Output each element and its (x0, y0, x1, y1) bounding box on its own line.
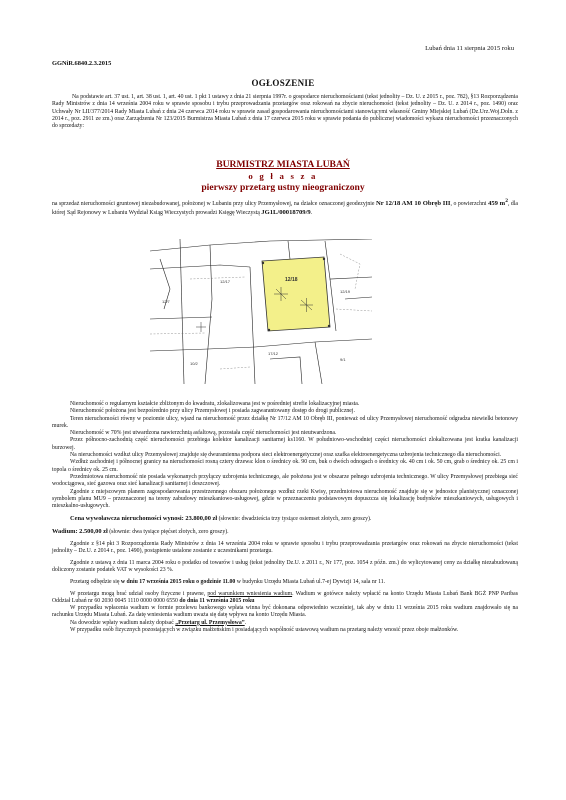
deposit-label: Wadium: 2.500,00 zł (52, 527, 108, 535)
cadastral-map (150, 239, 372, 384)
place-date: Lubań dnia 11 sierpnia 2015 roku (425, 45, 514, 52)
price-words: (słownie: dwadzieścia trzy tysiące osiemset złotych, zero groszy). (217, 515, 372, 522)
tender-text: w budynku Urzędu Miasta Lubań ul.7-ej Dywizji 14, sala nr 11. (235, 578, 386, 585)
price-label: Cena wywoławcza nieruchomości wynosi: 23.800,00 zł (70, 514, 218, 522)
tender-date-paragraph (52, 579, 518, 586)
body-paragraph: Wzdłuż zachodniej i północnej granicy na nieruchomości rosną cztery drzewa: klon o średnicy ok. 90 cm, buk o dwóch odnogach o średnicy ok. 40 cm i ok. 50 cm, grab o średnicy ok. 25 cm i topola o średnicy ok. 25 cm. (52, 459, 518, 473)
deposit (52, 528, 518, 536)
property-subject-paragraph (52, 198, 518, 217)
note-text: Na dowodzie wpłaty wadium należy dopisać (70, 619, 176, 626)
body-paragraph: Zgodnie z miejscowym planem zagospodarowania przestrzennego obszaru położonego wzdłuż rzeki Kwisy, przedmiotowa nieruchomość znajduje się w jednostce planistycznej oznaczonej symbolem planu MU9 – przeznaczonej na tereny zabudowy mieszkaniowo-usługowej, gdzie w przeznaczeniu podstawowym dopuszcza się lokalizację budynków mieszkaniowych, usługowych i mieszkalno-usługowych. (52, 488, 518, 510)
tender-text: Przetarg odbędzie się (70, 578, 121, 585)
reference-number: GGNiR.6840.2.3.2015 (52, 60, 112, 67)
map-label: 12/17 (220, 279, 231, 284)
body-paragraph: Nieruchomość o regularnym kształcie zbliżonym do kwadratu, zlokalizowana jest w pośredniej strefie lokalizacyjnej miasta. (70, 401, 360, 407)
deposit-deadline: do dnia 11 września 2015 roku (179, 597, 255, 604)
cadastral-map-drawing (150, 239, 372, 384)
payment-text: W przetargu mogą brać udział osoby fizyczne i prawne, (70, 590, 208, 597)
subject-text: na sprzedaż nieruchomości gruntowej niezabudowanej, położonej w Lubaniu przy ulicy Przemysłowej, na działce oznaczonej geodezyjnie (52, 201, 376, 208)
authority-heading: BURMISTRZ MIASTA LUBAŃ (216, 159, 350, 170)
map-label: 12/19 (340, 289, 351, 294)
body-paragraph: W przypadku osób fizycznych pozostających w związku małżeńskim i posiadających wspólność ustawową wadium na przetarg należy wnosić przez oboje małżonków. (70, 627, 459, 634)
subject-text: . (310, 209, 313, 216)
map-label: 9/1 (340, 357, 346, 362)
tender-type-heading: pierwszy przetarg ustny nieograniczony (201, 182, 365, 193)
map-label: 10/2 (190, 361, 198, 366)
parcel-highlight (262, 257, 330, 331)
body-paragraph: Na nieruchomości wzdłuż ulicy Przemysłowej znajduje się dwuramienna podpora sieci elektroenergetycznej oraz szafka elektroenergetyczna uzbrojenia technicznego dla nieruchomości. (70, 452, 502, 459)
page-title: OGŁOSZENIE (251, 78, 315, 88)
body-paragraph: Przez północno-zachodnią część nieruchomości przebiega kolektor kanalizacji sanitarnej ks1160. W południowo-wschodniej części nieruchomości zlokalizowana jest kratka kanalizacji burzowej. (52, 437, 518, 451)
map-label: 12/7 (162, 299, 170, 304)
area-value: 459 m (488, 200, 506, 208)
subject-text: , dla której Sąd Rejonowy w Lubaniu Wydział Ksiąg Wieczystych prowadzi Księgę Wieczystą (52, 201, 519, 216)
payment-title: „Przetarg ul. Przemysłowa” (175, 619, 245, 626)
note-text: . (244, 619, 247, 626)
legal-basis-paragraph: Na podstawie art. 37 ust. 1, art. 38 ust. 1, art. 40 ust. 1 pkt 1 ustawy z dnia 21 sierpnia 1997r. o gospodarce nieruchomościami (tekst jednolity – Dz. U. z 2015 r., poz. 782), §13 Rozporządzenia Rady Ministrów z dnia 14 września 2004 roku w sprawie sposobu i trybu przeprowadzania przetargów oraz rokowań na zbycie nieruchomości (tekst jednolity – Dz. U. z 2014 r., poz. 1490) oraz Uchwały Nr LII/377/2014 Rady Miasta Lubań z dnia 24 czerwca 2014 roku w sprawie zasad gospodarowania nieruchomościami stanowiącymi własność Gminy Miejskiej Lubań (Dz.Urz.Woj.Doln. z 2014 r., poz. 2911 ze zm.) oraz Zarządzenia Nr 123/2015 Burmistrza Miasta Lubań z dnia 17 czerwca 2015 roku w sprawie podania do publicznej wiadomości wykazu nieruchomości przeznaczonych do sprzedaży: (52, 94, 518, 130)
subject-text: , o powierzchni (450, 201, 489, 208)
announces-heading: o g ł a s z a (248, 171, 318, 181)
deposit-words: (słownie: dwa tysiące pięćset złotych, zero groszy). (107, 528, 229, 535)
tender-date: w dniu 17 września 2015 roku o godzinie 11.00 (120, 578, 236, 585)
body-paragraph: Przedmiotowa nieruchomość nie posiada wykonanych przyłączy uzbrojenia technicznego, ale położona jest w obszarze pełnego uzbrojenia technicznego. W ulicy Przemysłowej przebiega sieć wodociągowa, sieć gazowa oraz sieć kanalizacji sanitarnej i deszczowej. (52, 473, 518, 488)
body-paragraph: Zgodnie z ustawą z dnia 11 marca 2004 roku o podatku od towarów i usług (tekst jednolity Dz.U. z 2011 r., Nr 177, poz. 1054 z późn. zm.) do wylicytowanej ceny za działkę niezabudowaną doliczony zostanie podatek VAT w wysokości 23 %. (52, 559, 518, 573)
parcel-number: Nr 12/18 AM 10 Obręb III (375, 200, 451, 208)
deposit-payment-paragraph (52, 591, 518, 606)
body-paragraph: Nieruchomość w 70% jest utwardzona nawierzchnią asfaltową, pozostała część nieruchomości jest nieutwardzona. (70, 430, 337, 437)
starting-price (52, 515, 518, 523)
body-paragraph: Zgodnie z §14 pkt 3 Rozporządzenia Rady Ministrów z dnia 14 września 2004 roku w sprawie sposobu i trybu przeprowadzania przetargów oraz rokowań na zbycie nieruchomości (tekst jednolity – Dz.U. z 2014 r., poz. 1490), postąpienie ustalone zostanie z uczestnikami przetargu. (52, 540, 518, 554)
parcel-area (488, 200, 508, 207)
area-unit-sup: 2 (505, 198, 508, 204)
announcement-body (52, 401, 518, 634)
payment-text: . Wadium w gotówce należy wpłacić na konto Urzędu Miasta Lubań Bank BGŻ PNP Paribas Oddział Lubań nr 60 2030 0045 1110 0000 0000 6550 (52, 590, 518, 604)
map-parcel-label: 12/18 (285, 277, 298, 283)
body-paragraph: W przypadku wpłacenia wadium w formie przelewu bankowego wpłata winna być dokonana odpowiednio wcześniej, tak aby w dniu 11 września 2015 roku wadium znajdowało się na rachunku Urzędu Miasta Lubań. Za datę wniesienia wadium uważa się datę wpływu na konto Urzędu Miasta. (52, 605, 518, 619)
body-paragraph: Nieruchomość położona jest bezpośrednio przy ulicy Przemysłowej i posiada zagwarantowany dostęp do drogi publicznej. (70, 408, 355, 415)
payment-note-paragraph (52, 620, 518, 627)
land-registry-number: JG1L/00018709/9 (261, 208, 311, 216)
deposit-condition: pod warunkiem wniesienia wadium (207, 590, 293, 597)
body-paragraph: Teren nieruchomości równy w poziomie ulicy, wjazd na nieruchomość przez działkę Nr 17/12 AM 10 Obręb III, ponieważ od ulicy Przemysłowej nieruchomość odgradza niewielki betonowy murek. (52, 415, 518, 429)
map-label: 17/12 (268, 351, 279, 356)
